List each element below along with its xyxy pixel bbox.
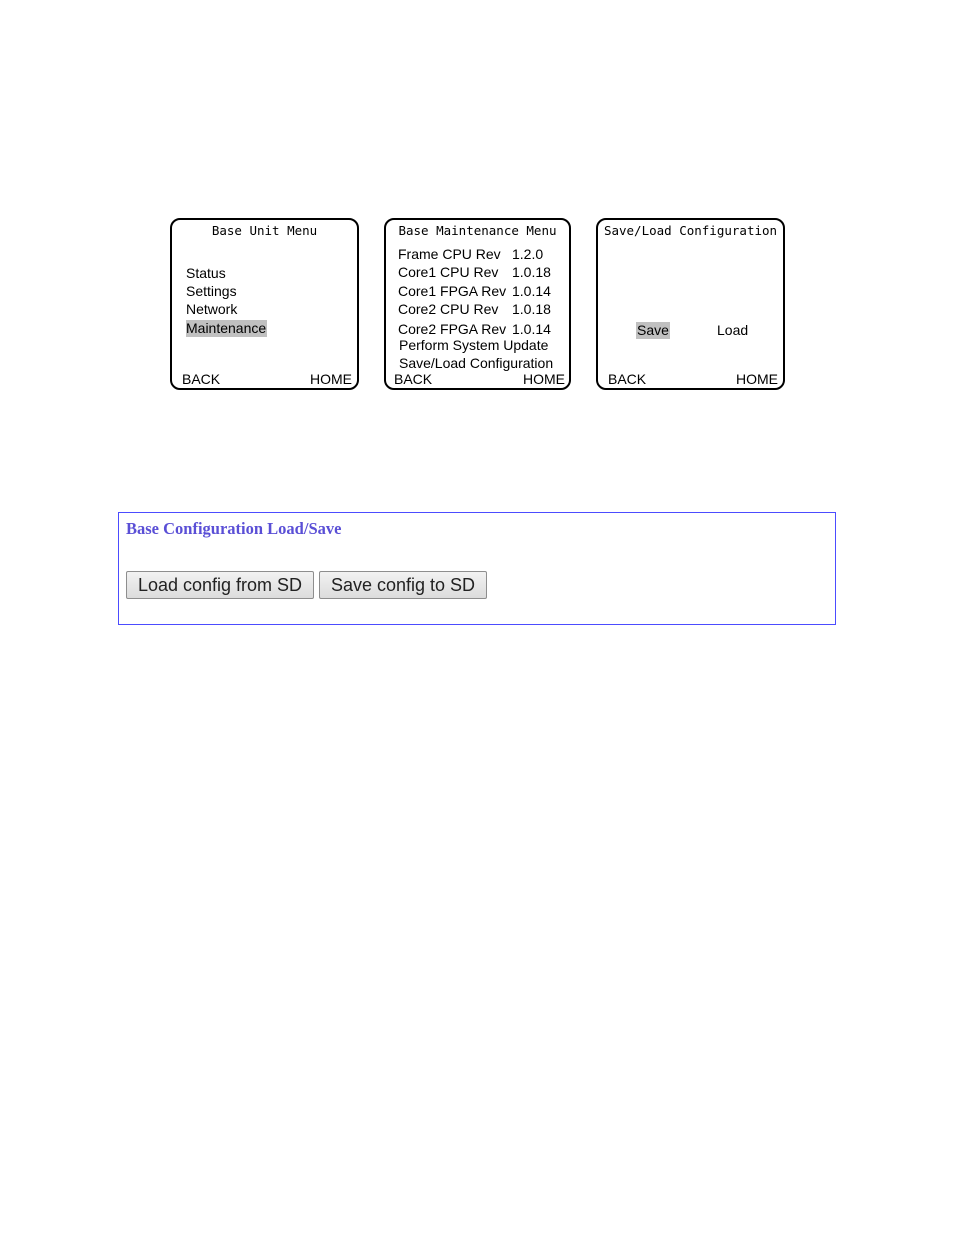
- back-softkey[interactable]: BACK: [394, 371, 433, 387]
- home-softkey[interactable]: HOME: [310, 371, 352, 387]
- rev-value: 1.0.18: [512, 301, 551, 317]
- rev-value: 1.0.14: [512, 321, 551, 337]
- rev-label: Core2 FPGA Rev: [398, 321, 507, 337]
- load-option[interactable]: Load: [717, 322, 749, 338]
- home-softkey[interactable]: HOME: [736, 371, 778, 387]
- back-softkey[interactable]: BACK: [182, 371, 221, 387]
- rev-label: Core1 CPU Rev: [398, 264, 499, 280]
- menu-item-save-load-configuration[interactable]: Save/Load Configuration: [399, 355, 554, 371]
- menu-item-perform-system-update[interactable]: Perform System Update: [399, 337, 549, 353]
- rev-value: 1.0.18: [512, 264, 551, 280]
- config-load-save-panel: [118, 512, 836, 625]
- lcd-base-unit-menu: [170, 218, 359, 390]
- save-config-button[interactable]: Save config to SD: [319, 571, 487, 599]
- menu-item-settings[interactable]: Settings: [186, 283, 237, 299]
- rev-value: 1.2.0: [512, 246, 544, 262]
- menu-item-network[interactable]: Network: [186, 301, 238, 317]
- lcd-base-maintenance-menu: [384, 218, 571, 390]
- rev-label: Core2 CPU Rev: [398, 301, 499, 317]
- rev-label: Core1 FPGA Rev: [398, 283, 507, 299]
- screen-title: Base Unit Menu: [211, 223, 318, 238]
- load-config-button[interactable]: Load config from SD: [126, 571, 314, 599]
- screen-title: Base Maintenance Menu: [398, 223, 557, 238]
- home-softkey[interactable]: HOME: [523, 371, 565, 387]
- rev-label: Frame CPU Rev: [398, 246, 501, 262]
- lcd-save-load-configuration: [596, 218, 785, 390]
- back-softkey[interactable]: BACK: [608, 371, 647, 387]
- screen-title: Save/Load Configuration: [603, 223, 778, 238]
- save-option[interactable]: Save: [637, 322, 669, 338]
- panel-title: Base Configuration Load/Save: [126, 519, 342, 538]
- menu-item-status[interactable]: Status: [186, 265, 226, 281]
- rev-value: 1.0.14: [512, 283, 551, 299]
- menu-item-maintenance[interactable]: Maintenance: [186, 320, 267, 336]
